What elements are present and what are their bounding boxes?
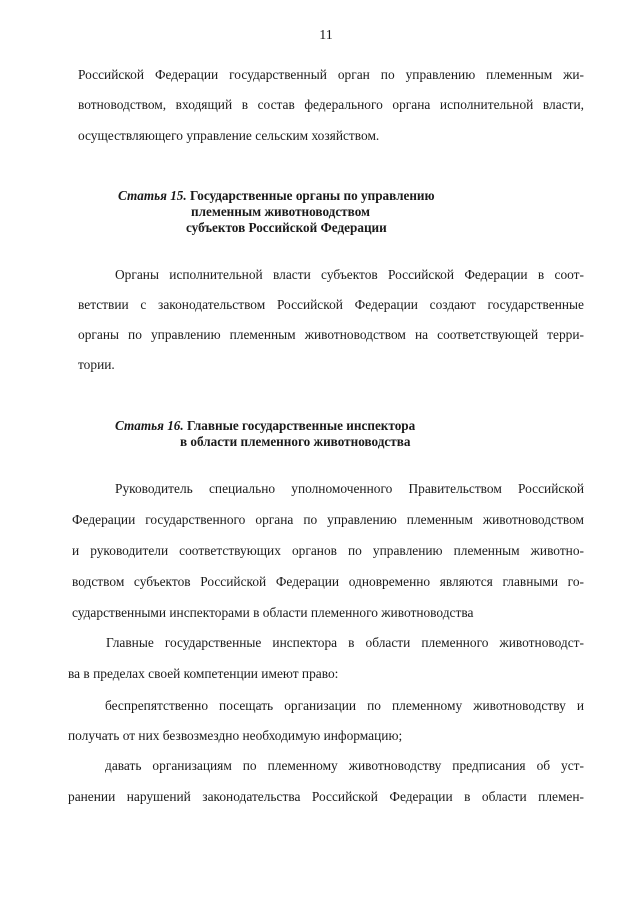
article-16-p1-line-5: сударственными инспекторами в области племенного животноводства — [72, 605, 474, 620]
article-15-heading — [118, 189, 435, 202]
article-15-title-line-2: племенным животноводством — [191, 204, 371, 219]
article-16-p1-line-3: и руководители соответствующих органов по управлению племенным животно- — [72, 544, 584, 558]
article-15-title-line-3: субъектов Российской Федерации — [186, 220, 387, 235]
article-15-label: Статья 15. — [118, 188, 187, 203]
article-15-body-line-1: Органы исполнительной власти субъектов Российской Федерации в соот- — [115, 268, 584, 282]
article-16-p4-line-1: давать организациям по племенному животноводству предписания об уст- — [105, 759, 584, 773]
intro-line-3: осуществляющего управление сельским хозяйством. — [78, 128, 380, 143]
article-16-p1-line-1: Руководитель специально уполномоченного Правительством Российской — [115, 482, 584, 496]
article-16-title-line-2: в области племенного животноводства — [180, 434, 411, 449]
article-15-body-line-3: органы по управлению племенным животноводством на соответствующей терри- — [78, 328, 584, 342]
article-15-body-line-2: ветствии с законодательством Российской Федерации создают государственные — [78, 298, 584, 312]
article-16-p3-line-1: беспрепятственно посещать организации по племенному животноводству и — [105, 699, 584, 713]
article-16-p3-line-2: получать от них безвозмездно необходимую информацию; — [68, 728, 403, 743]
article-16-p1-line-2: Федерации государственного органа по управлению племенным животноводством — [72, 513, 584, 527]
intro-line-2: вотноводством, входящий в состав федерального органа исполнительной власти, — [78, 98, 584, 112]
article-16-title-line-1: Главные государственные инспектора — [187, 418, 416, 433]
article-16-heading — [115, 419, 415, 432]
article-16-p2-line-1: Главные государственные инспектора в области племенного животноводст- — [106, 636, 584, 650]
article-16-p4-line-2: ранении нарушений законодательства Российской Федерации в области племен- — [68, 790, 584, 804]
article-16-p2-line-2: ва в пределах своей компетенции имеют право: — [68, 666, 339, 681]
intro-line-1: Российской Федерации государственный орган по управлению племенным жи- — [78, 68, 584, 82]
article-16-label: Статья 16. — [115, 418, 184, 433]
article-16-p1-line-4: водством субъектов Российской Федерации одновременно являются главными го- — [72, 575, 584, 589]
page-number: 11 — [319, 28, 333, 43]
article-15-title-line-1: Государственные органы по управлению — [190, 188, 435, 203]
article-15-body-line-4: тории. — [78, 357, 115, 372]
